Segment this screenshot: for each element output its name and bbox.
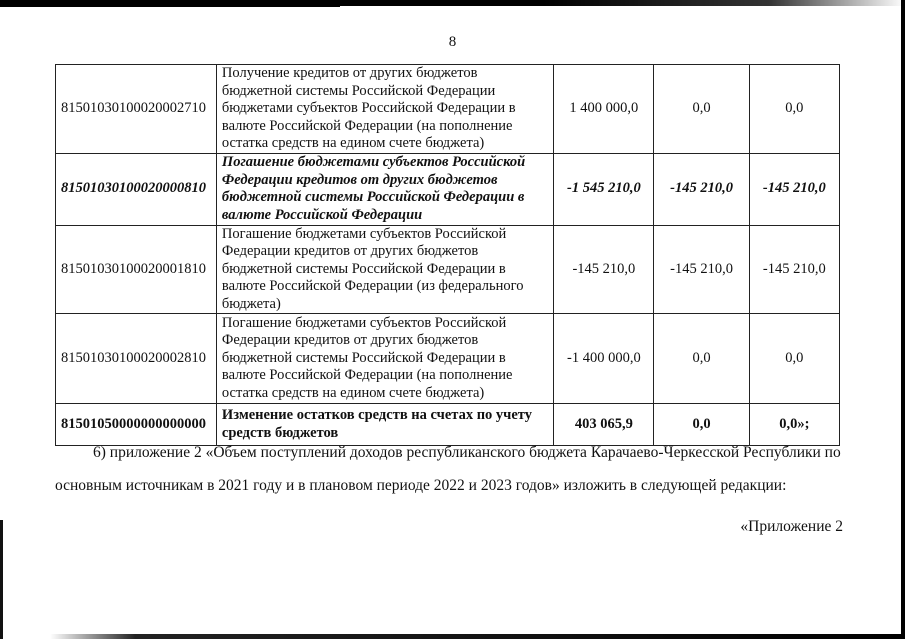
row-code: 81501030100020001810 (56, 225, 217, 314)
row-code: 81501030100020002710 (56, 65, 217, 154)
row-code: 81501030100020002810 (56, 314, 217, 404)
paragraph-text-1: 6) приложение 2 «Объем поступлений доходов республиканского бюджета Карачаево-Черкесской Республики по (93, 444, 841, 461)
scan-border-top-gradient (0, 0, 905, 6)
row-description: Изменение остатков средств на счетах по учету средств бюджетов (216, 404, 553, 446)
row-value-2021: 1 400 000,0 (554, 65, 654, 154)
page-number: 8 (448, 34, 457, 50)
row-value-2021: -1 400 000,0 (554, 314, 654, 404)
row-value-2022: 0,0 (654, 404, 749, 446)
row-value-2023: 0,0 (749, 65, 839, 154)
row-value-2022: -145 210,0 (654, 153, 749, 225)
scan-border-bottom (50, 634, 905, 639)
table-row (56, 225, 840, 314)
table-row (56, 65, 840, 154)
amendment-paragraph-line1 (55, 436, 845, 469)
row-value-2021: -1 545 210,0 (554, 153, 654, 225)
table-row (56, 153, 840, 225)
row-code: 81501050000000000000 (56, 404, 217, 446)
row-value-2021: -145 210,0 (554, 225, 654, 314)
row-value-2023: 0,0 (749, 314, 839, 404)
row-code: 81501030100020000810 (56, 153, 217, 225)
appendix-heading: «Приложение 2 (740, 518, 843, 535)
row-description: Погашение бюджетами субъектов Российской Федерации кредитов от других бюджетов бюджетной системы Российской Федерации в валюте Российской Федерации (на пополнение остатка средств на едином счете бюджета) (216, 314, 553, 404)
row-value-2022: -145 210,0 (654, 225, 749, 314)
row-value-2023: -145 210,0 (749, 225, 839, 314)
row-value-2021: 403 065,9 (554, 404, 654, 446)
row-value-2022: 0,0 (654, 65, 749, 154)
row-description: Погашение бюджетами субъектов Российской Федерации кредитов от других бюджетов бюджетной системы Российской Федерации в валюте Российской Федерации (216, 153, 553, 225)
budget-sources-table (55, 64, 840, 446)
row-description: Получение кредитов от других бюджетов бюджетной системы Российской Федерации бюджетами субъектов Российской Федерации в валюте Российской Федерации (на пополнение остатка средств на едином счете бюджета) (216, 65, 553, 154)
table-row (56, 314, 840, 404)
row-value-2022: 0,0 (654, 314, 749, 404)
scan-border-right (901, 0, 905, 639)
scan-border-left (0, 520, 3, 639)
row-value-2023: 0,0»; (749, 404, 839, 446)
row-description: Погашение бюджетами субъектов Российской Федерации кредитов от других бюджетов бюджетной системы Российской Федерации в валюте Российской Федерации (из федерального бюджета) (216, 225, 553, 314)
amendment-paragraph-line2 (55, 469, 845, 502)
row-value-2023: -145 210,0 (749, 153, 839, 225)
paragraph-text-2: основным источникам в 2021 году и в плановом периоде 2022 и 2023 годов» изложить в следующей редакции: (55, 477, 787, 494)
